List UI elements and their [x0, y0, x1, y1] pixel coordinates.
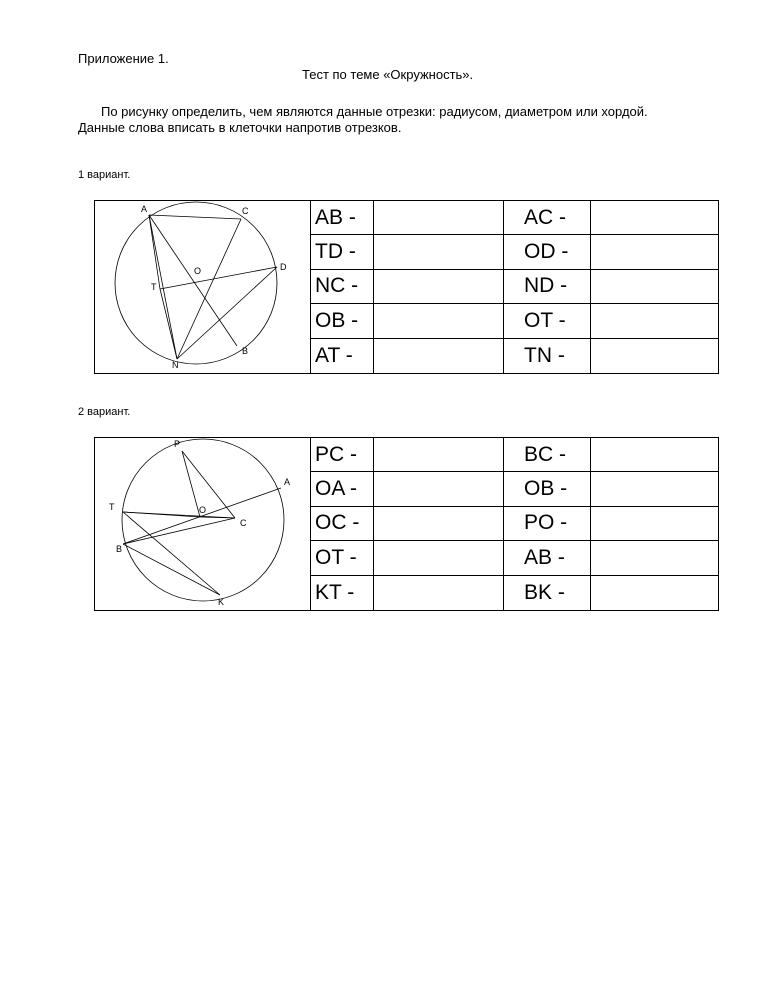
segment-label: OD - — [504, 235, 591, 269]
segment-label: AB - — [504, 541, 591, 575]
segment-PC — [182, 451, 235, 518]
segment-label: ND - — [504, 270, 591, 304]
point-label-T: T — [109, 502, 115, 512]
answer-cell[interactable] — [591, 472, 718, 506]
segment-label: PO - — [504, 507, 591, 541]
point-label-A: A — [141, 204, 148, 214]
point-label-C: C — [242, 206, 249, 216]
point-label-A: A — [284, 477, 291, 487]
variant-1-label: 1 вариант. — [78, 169, 131, 181]
segment-label: OT - — [310, 541, 374, 575]
answer-cell[interactable] — [591, 438, 718, 472]
segment-TC — [123, 512, 235, 518]
variant-1-figure — [95, 201, 311, 373]
variant-2-exercise — [94, 437, 719, 611]
segment-label: TN - — [504, 339, 591, 373]
appendix-label: Приложение 1. — [78, 51, 169, 66]
answer-cell[interactable] — [374, 576, 504, 610]
segment-label: AT - — [310, 339, 374, 373]
segment-label: NC - — [310, 270, 374, 304]
segment-AC — [149, 215, 241, 219]
segment-TD — [160, 267, 277, 289]
point-label-T: T — [151, 282, 157, 292]
answer-cell[interactable] — [374, 304, 504, 338]
segment-label: OC - — [310, 507, 374, 541]
point-label-O: O — [199, 505, 207, 515]
segment-label: BK - — [504, 576, 591, 610]
segment-TN — [160, 289, 177, 359]
segment-label: KT - — [310, 576, 374, 610]
answer-cell[interactable] — [374, 472, 504, 506]
point-label-D: D — [280, 262, 287, 272]
answer-cell[interactable] — [374, 438, 504, 472]
point-label-P: P — [174, 439, 181, 449]
circle — [122, 439, 284, 601]
segment-ND — [177, 267, 277, 359]
answer-cell[interactable] — [591, 304, 718, 338]
answer-cell[interactable] — [374, 507, 504, 541]
segment-label: PC - — [310, 438, 374, 472]
answer-cell[interactable] — [374, 235, 504, 269]
answer-cell[interactable] — [374, 339, 504, 373]
variant-2-label: 2 вариант. — [78, 406, 131, 418]
answer-cell[interactable] — [374, 201, 504, 235]
segment-label: OT - — [504, 304, 591, 338]
circle-diagram-2 — [95, 438, 310, 610]
answer-cell[interactable] — [591, 339, 718, 373]
answer-cell[interactable] — [591, 541, 718, 575]
instruction-line-2: Данные слова вписать в клеточки напротив отрезков. — [78, 120, 402, 135]
segment-label: OB - — [310, 304, 374, 338]
segment-label: AC - — [504, 201, 591, 235]
answer-cell[interactable] — [374, 270, 504, 304]
segment-BK — [123, 544, 220, 595]
variant-2-answer-table — [310, 438, 718, 610]
segment-PO — [182, 451, 200, 517]
variant-1-answer-table — [310, 201, 718, 373]
answer-cell[interactable] — [591, 270, 718, 304]
segment-label: AB - — [310, 201, 374, 235]
circle-diagram-1 — [95, 201, 310, 373]
segment-label: OA - — [310, 472, 374, 506]
answer-cell[interactable] — [591, 507, 718, 541]
answer-cell[interactable] — [591, 576, 718, 610]
page-title: Тест по теме «Окружность». — [302, 67, 474, 82]
segment-label: OB - — [504, 472, 591, 506]
variant-1-exercise — [94, 200, 719, 374]
answer-cell[interactable] — [591, 201, 718, 235]
segment-AB — [149, 215, 237, 346]
point-label-B: B — [116, 544, 123, 554]
segment-label: TD - — [310, 235, 374, 269]
segment-AT — [149, 215, 160, 289]
point-label-N: N — [172, 360, 179, 370]
circle — [115, 202, 277, 364]
segment-BC — [123, 518, 235, 544]
point-label-O: O — [194, 266, 202, 276]
instruction-line-1: По рисунку определить, чем являются данные отрезки: радиусом, диаметром или хордой. — [101, 104, 648, 119]
point-label-K: K — [218, 597, 225, 607]
point-label-B: B — [242, 346, 249, 356]
segment-label: BC - — [504, 438, 591, 472]
answer-cell[interactable] — [591, 235, 718, 269]
variant-2-figure — [95, 438, 311, 610]
point-label-C: C — [240, 518, 247, 528]
answer-cell[interactable] — [374, 541, 504, 575]
